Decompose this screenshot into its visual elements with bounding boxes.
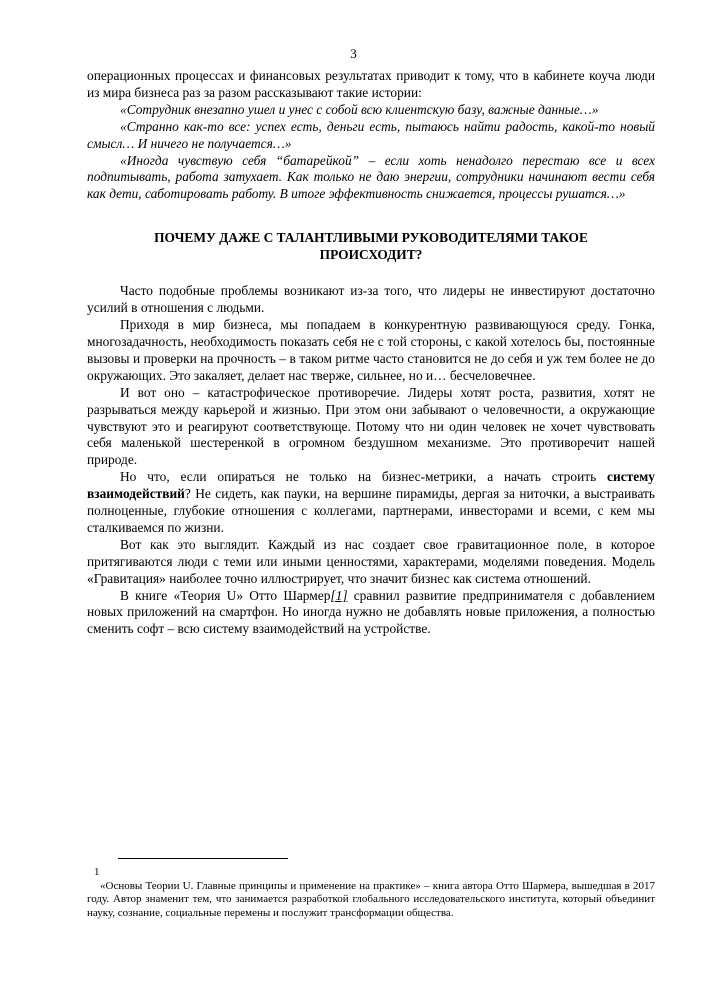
paragraph-1: Часто подобные проблемы возникают из-за того, что лидеры не инвестируют достаточно усилий в отношения с людьми. (87, 283, 655, 316)
main-text (87, 68, 655, 638)
paragraph-4 (87, 469, 655, 537)
footnote-text: «Основы Теории U. Главные принципы и применение на практике» – книга автора Отто Шармера, вышедшая в 2017 году. Автор знаменит тем, что занимается разработкой глобального исследовательского института, который объединит науку, сознание, социальные перемены и послужит трансформации общества. (87, 880, 655, 919)
section-heading: ПОЧЕМУ ДАЖЕ С ТАЛАНТЛИВЫМИ РУКОВОДИТЕЛЯМИ ТАКОЕ ПРОИСХОДИТ? (154, 230, 588, 263)
quote-1: «Сотрудник внезапно ушел и унес с собой всю клиентскую базу, важные данные…» (120, 101, 599, 117)
intro-line: операционных процессах и финансовых результатах приводит к тому, что в кабинете коуча люди из мира бизнеса раз за разом рассказывают такие истории: (87, 68, 655, 100)
paragraph-6 (87, 588, 655, 639)
footnote-number: 1 (94, 866, 100, 878)
footnote-link[interactable]: [1] (330, 587, 348, 603)
paragraph-6-end: сравнил развитие предпринимателя с добавлением новых приложений на смартфон. Но иногда нужно не добавлять новые приложения, а полностью сменить софт – всю систему взаимодействий на устройстве. (87, 587, 656, 637)
paragraph-6-start: В книге «Теория U» Отто Шармер (120, 587, 331, 603)
paragraph-4-end: ? Не сидеть, как пауки, на вершине пирамиды, дергая за ниточки, а выстраивать полноценные, глубокие отношения с коллегами, партнерами, инвесторами и всеми, с кем мы сталкиваемся по жизни. (87, 486, 655, 535)
paragraph-3: И вот оно – катастрофическое противоречие. Лидеры хотят роста, развития, хотят не разрываться между карьерой и жизнью. При этом они забывают о человечности, а окружающие чувствуют это и реагируют соответствующе. Потому что ни один человек не хочет чувствовать себя маленькой шестеренкой в огромном бездушном механизме. Это противоречит нашей природе. (87, 384, 655, 468)
paragraph-2: Приходя в мир бизнеса, мы попадаем в конкурентную развивающуюся среду. Гонка, многозадачность, необходимость показать себя не с той стороны, с какой хотелось бы, постоянные вызовы и проверки на прочность – в таком ритме часто становится не до себя и уж тем более не до окружающих. Это закаляет, делает нас тверже, сильнее, но и… бесчеловечнее. (87, 317, 655, 383)
quote-2: «Странно как-то все: успех есть, деньги есть, пытаюсь найти радость, какой-то новый смысл… И ничего не получается…» (87, 118, 655, 151)
paragraph-4-start: Но что, если опираться не только на бизнес-метрики, а начать строить (120, 469, 608, 485)
quote-3: «Иногда чувствую себя “батарейкой” – если хоть ненадолго перестаю все и всех подпитывать, работа затухает. Как только не даю энергии, сотрудники начинают вести себя как дети, саботировать работу. В итоге эффективность снижается, процессы рушатся…» (87, 152, 655, 202)
footnote-divider (118, 858, 288, 859)
page-number: 3 (350, 46, 357, 61)
paragraph-5: Вот как это выглядит. Каждый из нас создает свое гравитационное поле, в которое притягиваются люди с теми или иными ценностями, характерами, моделями поведения. Модель «Гравитация» наиболее точно иллюстрирует, что значит бизнес как система отношений. (87, 536, 655, 586)
bold-term: систему взаимодействий (87, 469, 655, 502)
